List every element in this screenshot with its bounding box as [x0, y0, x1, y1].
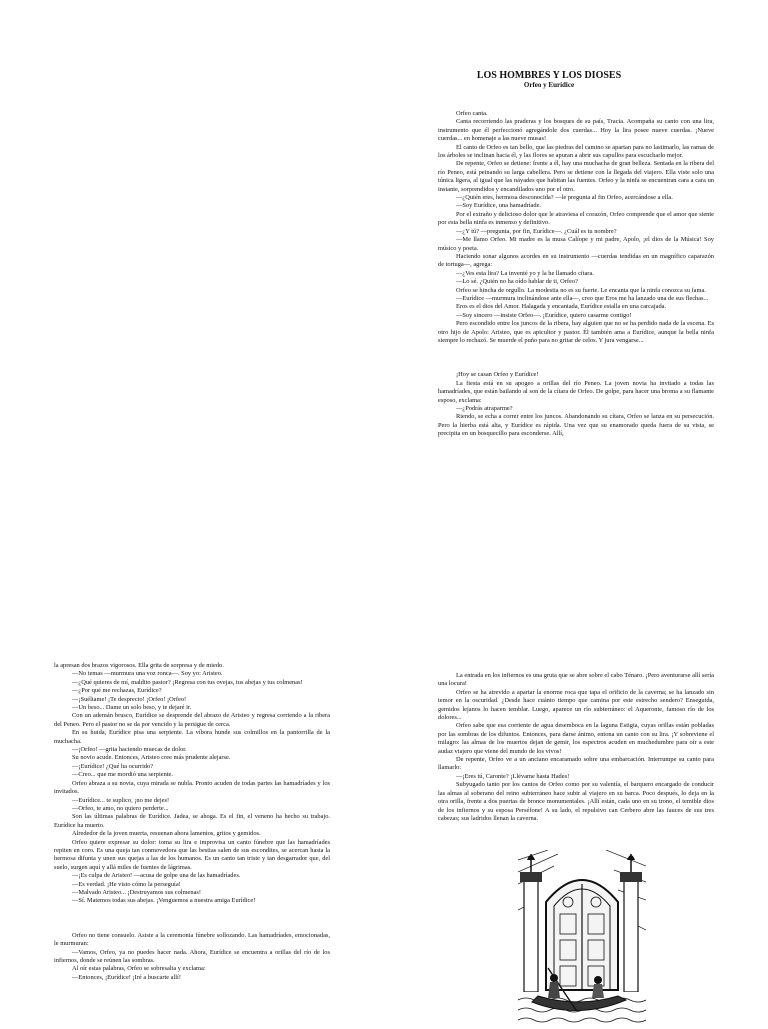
- page-subtitle: Orfeo y Eurídice: [523, 81, 575, 89]
- paragraph: —¿Ves esta lira? La inventé yo y la he llamado cítara.: [456, 269, 594, 277]
- paragraph: Subyugado tanto por los cantos de Orfeo como por su valentía, el barquero encargado de conducir las almas al soberano del reino subterráneo hace subir al viajero en su barca. Poco después, lo deja en la otra orilla, frente a dos puertas de bronce monumentales. ¡Allí están, cada uno en su trono, el temible dios de los infiernos y su esposa Perséfone! A su lado, el repulsivo can Cerbero abre las fauces de sus tres cabezas; sus ladridos llenan la caverna.: [438, 781, 714, 822]
- paragraph: —Soy sincero —insiste Orfeo—. ¡Eurídice, quiero casarme contigo!: [456, 311, 632, 319]
- paragraph: la apresan dos brazos vigorosos. Ella grita de sorpresa y de miedo.: [54, 662, 224, 669]
- paragraph: Haciendo sonar algunos acordes en su instrumento —cuerdas tendidas en un magnífico caparazón de tortuga—, agrega:: [438, 252, 714, 269]
- paragraph: —Eurídice —murmura inclinándose ante ella—, creo que Eros me ha lanzado una de sus flechas...: [456, 294, 709, 302]
- paragraph: —¿Podrás atraparme?: [456, 405, 513, 412]
- text-column-bottom-left: [54, 662, 330, 1024]
- paragraph: Orfeo quiere expresar su dolor: toma su lira e improvisa un canto fúnebre que las hamadríades repiten en coro. Es una queja tan conmovedora que las bestias salen de sus escondites, se acercan hasta la hermosa difunta y unen sus quejas a las de los humanos. Es un canto tan triste y tan desgarrador que, del suelo, surgen aquí y allá miles de fuentes de lágrimas.: [54, 838, 330, 871]
- paragraph: —¿Qué quieres de mí, maldito pastor? ¡Regresa con tus ovejas, tus abejas y tus colmenas!: [72, 678, 303, 686]
- paragraph: —¡Suéltame! ¡Te desprecio! ¡Orfeo! ¡Orfeo!: [72, 695, 187, 703]
- paragraph: Son las últimas palabras de Eurídice. Jadea, se ahoga. Es el fin, el veneno ha hecho su trabajo. Eurídice ha muerto.: [54, 813, 330, 829]
- paragraph: —Soy Eurídice, una hamadríade.: [456, 202, 542, 210]
- paragraph: —¡Orfeo! —grita haciendo muecas de dolor.: [72, 746, 187, 754]
- paragraph: La fiesta está en su apogeo a orillas del río Peneo. La joven novia ha invitado a todas las hamadríades, que están bailando al son de la cítara de Orfeo. De golpe, para hacer una broma a su flamante esposo, exclama:: [438, 379, 714, 404]
- paragraph: Al oír estas palabras, Orfeo se sobresalta y exclama:: [72, 965, 206, 973]
- paragraph: Pero escondido entre los juncos de la ribera, hay alguien que no se ha perdido nada de la escena. Es otro hijo de Apolo: Aristeo, que es apicultor y pastor. Él también ama a Eurídice, aunque la bella ninfa siempre lo rechazó. Se muerde el puño para no gritar de celos. Y jura vengarse...: [438, 320, 714, 344]
- paragraph: —Malvado Aristeo... ¡Destruyamos sus colmenas!: [72, 888, 202, 896]
- paragraph: —Es verdad. ¡He visto cómo la perseguía!: [72, 880, 181, 888]
- paragraph: De repente, Orfeo se detiene: frente a él, hay una muchacha de gran belleza. Sentada en la ribera del río Peneo, está peinando su larga cabellera. Pero se detiene con la llegada del viajero. Ella viste solo una túnica ligera, al igual que las náyades que habitan las fuentes. Orfeo y la ninfa se encuentran cara a cara un instante, sorprendidos y encandilados uno por el otro.: [438, 160, 714, 193]
- paragraph: —Un beso... Dame un solo beso, y te dejaré ir.: [72, 704, 192, 712]
- paragraph: Alrededor de la joven muerta, resuenan ahora lamentos, gritos y gemidos.: [72, 830, 261, 838]
- paragraph: —¡Eres tú, Caronte? ¡Llévame hasta Hades!: [456, 772, 570, 780]
- paragraph: Orfeo se ha atrevido a apartar la enorme roca que tapa el orificio de la caverna; se ha lanzado sin temor en la oscuridad. ¿Desde hace cuánto tiempo que camina por este estrecho sendero? Enseguida, gemidos lejanos lo hacen temblar. Luego, aparece un río subterráneo: el Aqueronte, famoso río de los dolores...: [438, 688, 714, 722]
- paragraph: —Sí. Matemos todas sus abejas. ¡Venguemos a nuestra amiga Eurídice!: [72, 897, 256, 905]
- paragraph: El canto de Orfeo es tan bello, que las piedras del camino se apartan para no lastimarlo, las ramas de los árboles se inclinan hacia él, y las flores se apuran a abrir sus capullos para escucharlo mejor.: [438, 143, 714, 160]
- paragraph: —Vamos, Orfeo, ya no puedes hacer nada. Ahora, Eurídice se encuentra a orillas del río de los infiernos, donde se reúnen las sombras.: [54, 948, 330, 964]
- paragraph: Su novio acude. Entonces, Aristeo cree más prudente alejarse.: [72, 754, 231, 762]
- paragraph: Por el extraño y delicioso dolor que le atraviesa el corazón, Orfeo comprende que el amor que siente por esta bella ninfa es inmenso y definitivo.: [438, 210, 714, 227]
- page-title: LOS HOMBRES Y LOS DIOSES: [476, 70, 622, 81]
- paragraph: De repente, Orfeo ve a un anciano encaramado sobre una embarcación. Interrumpe su canto para llamarlo:: [438, 756, 714, 772]
- paragraph: —Eurídice... te suplico, ¡no me dejes!: [72, 796, 170, 804]
- paragraph: —No temas —murmura una voz ronca—. Soy yo: Aristeo.: [72, 670, 223, 678]
- paragraph: —¡Eurídice! ¿Qué ha ocurrido?: [72, 762, 154, 770]
- paragraph: —Lo sé. ¿Quién no ha oído hablar de ti, Orfeo?: [456, 278, 578, 286]
- underworld-gate-illustration-icon: [518, 850, 646, 1024]
- paragraph: —Orfeo, te amo, no quiero perderte...: [72, 804, 169, 812]
- paragraph: Riendo, se echa a correr entre los juncos. Abandonando su cítara, Orfeo se lanza en su persecución. Pero la hierba está alta, y Eurídice es rápida. Una vez que su enamorado queda fuera de su vista, se precipita en un bosquecillo para esconderse. Allí,: [438, 413, 714, 438]
- paragraph: —¡Es culpa de Aristeo! —acusa de golpe una de las hamadríades.: [72, 872, 241, 880]
- paragraph: —Entonces, ¡Eurídice! ¡Iré a buscarte allí!: [72, 973, 181, 981]
- paragraph: Orfeo canta.: [456, 110, 488, 117]
- paragraph: —Me llamo Orfeo. Mi madre es la musa Calíope y mi padre, Apolo, ¡el dios de la Música! Soy músico y poeta.: [438, 236, 714, 252]
- paragraph: Orfeo no tiene consuelo. Asiste a la ceremonia fúnebre sollozando. Las hamadríades, emocionadas, le murmuran:: [54, 931, 330, 948]
- paragraph: Orfeo sabe que esa corriente de agua desemboca en la laguna Estigia, cuyas orillas están pobladas por las sombras de los difuntos. Entonces, para darse ánimo, entona un canto con su lira. ¡Y sobreviene el milagro: las almas de los muertos dejan de gemir, los espectros acuden en muchedumbre para oír a este audaz viajero que viene del mundo de los vivos!: [438, 722, 714, 755]
- paragraph: Orfeo se hincha de orgullo. La modestia no es su fuerte. Le encanta que la ninfa conozca su fama.: [456, 286, 706, 294]
- paragraph: Canta recorriendo las praderas y los bosques de su país, Tracia. Acompaña su canto con una lira, instrumento que él perfeccionó agregándole dos cuerdas... Hoy la lira posee nueve cuerdas. ¡Nueve cuerdas... en homenaje a las nueve musas!: [438, 118, 714, 143]
- paragraph: —Creo... que me mordió una serpiente.: [72, 771, 173, 779]
- paragraph: —¿Quién eres, hermosa desconocida? —le pregunta al fin Orfeo, acercándose a ella.: [456, 194, 673, 202]
- paragraph: Orfeo abraza a su novia, cuya mirada se nubla. Pronto acuden de todas partes las hamadríades y los invitados.: [54, 779, 330, 796]
- paragraph: —¿Y tú? —pregunta, por fin, Eurídice—. ¿Cuál es tu nombre?: [456, 227, 617, 235]
- paragraph: ¡Hoy se casan Orfeo y Eurídice!: [456, 371, 539, 379]
- paragraph: —¿Por qué me rechazas, Eurídice?: [72, 687, 162, 695]
- text-column-top-right: [438, 110, 714, 530]
- paragraph: La entrada en los infiernos es una gruta que se abre sobre el cabo Ténaro. ¡Pero aventurarse allí sería una locura!: [438, 672, 714, 688]
- paragraph: Eros es el dios del Amor. Halagada y encantada, Eurídice estalla en una carcajada.: [456, 303, 667, 311]
- paragraph: Con un ademán brusco, Eurídice se desprende del abrazo de Aristeo y regresa corriendo a la ribera del Peneo. Pero el pastor no se da por vencido y la persigue de cerca.: [54, 712, 330, 728]
- paragraph: En su huida, Eurídice pisa una serpiente. La víbora hunde sus colmillos en la pantorrilla de la muchacha.: [54, 729, 330, 745]
